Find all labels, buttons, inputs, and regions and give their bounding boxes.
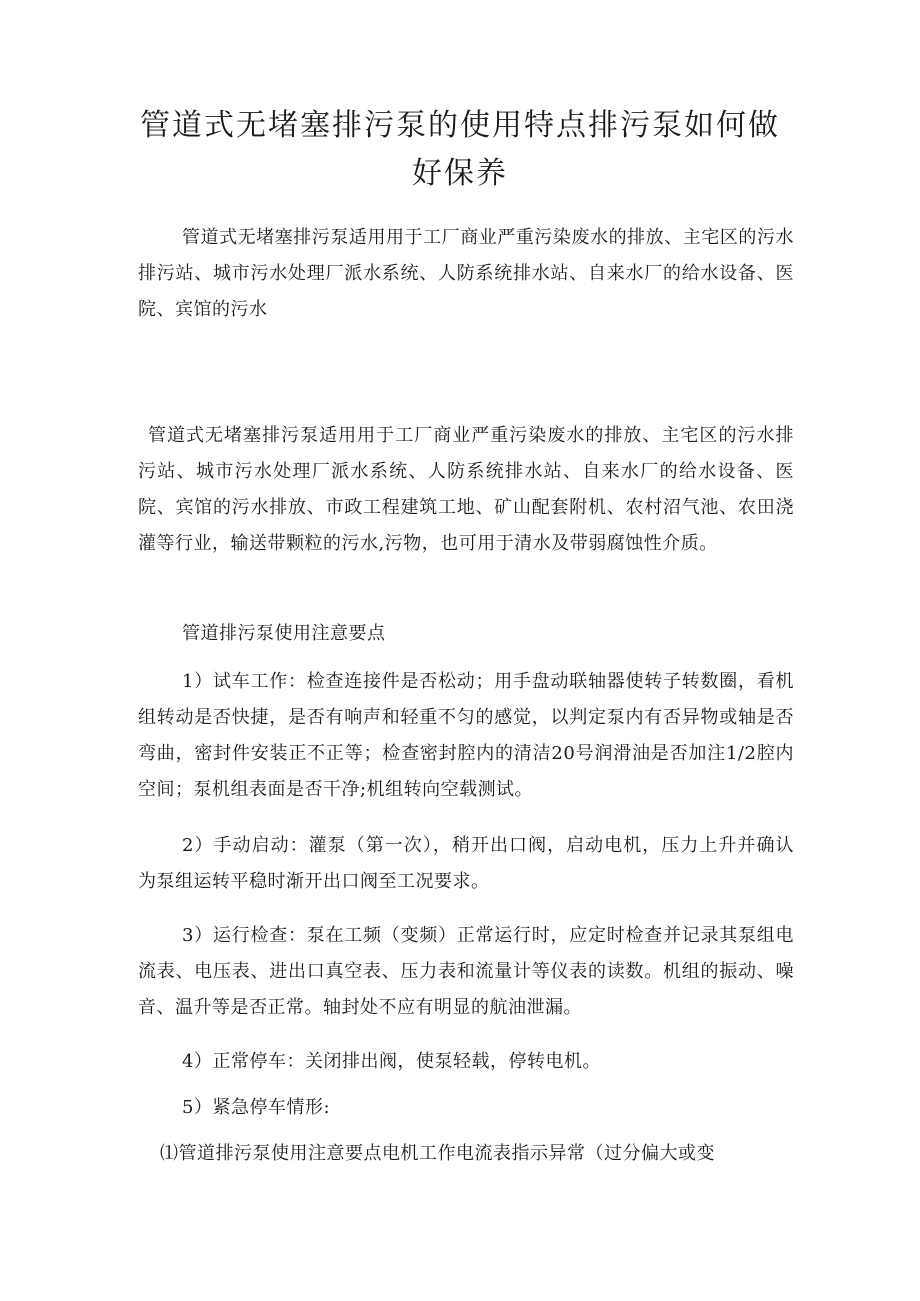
document-title: 管道式无堵塞排污泵的使用特点排污泵如何做好保养 [140,108,780,191]
main-paragraph: 管道式无堵塞排污泵适用用于工厂商业严重污染废水的排放、主宅区的污水排污站、城市污水处理厂派水系统、人防系统排水站、自来水厂的给水设备、医院、宾馆的污水排放、市政工程建筑工地、矿山配套附机、农村沼气池、农田浇灌等行业，输送带颗粒的污水,污物，也可用于清水及带弱腐蚀性介质。 [138,425,794,554]
section-heading: 管道排污泵使用注意要点 [182,623,386,644]
step-1-paragraph: 1）试车工作：检查连接件是否松动；用手盘动联轴器使转子转数圈，看机组转动是否快捷，是否有响声和轻重不匀的感觉，以判定泵内有否异物或轴是否弯曲，密封件安装正不正等；检查密封腔内的清洁20号润滑油是否加注1/2腔内空间；泵机组表面是否干净;机组转向空载测试。 [138,671,794,800]
intro-paragraph: 管道式无堵塞排污泵适用用于工厂商业严重污染废水的排放、主宅区的污水排污站、城市污水处理厂派水系统、人防系统排水站、自来水厂的给水设备、医院、宾馆的污水 [138,227,794,320]
emergency-item-1: ⑴管道排污泵使用注意要点电机工作电流表指示异常（过分偏大或变 [160,1143,715,1164]
step-3-paragraph: 3）运行检查：泵在工频（变频）正常运行时，应定时检查并记录其泵组电流表、电压表、进出口真空表、压力表和流量计等仪表的读数。机组的振动、噪音、温升等是否正常。轴封处不应有明显的航油泄漏。 [138,925,794,1018]
step-2-paragraph: 2）手动启动：灌泵（第一次），稍开出口阀，启动电机，压力上升并确认为泵组运转平稳时渐开出口阀至工况要求。 [138,835,794,892]
step-4-paragraph: 4）正常停车：关闭排出阀，使泵轻载，停转电机。 [182,1051,601,1072]
step-5-paragraph: 5）紧急停车情形: [182,1097,331,1118]
